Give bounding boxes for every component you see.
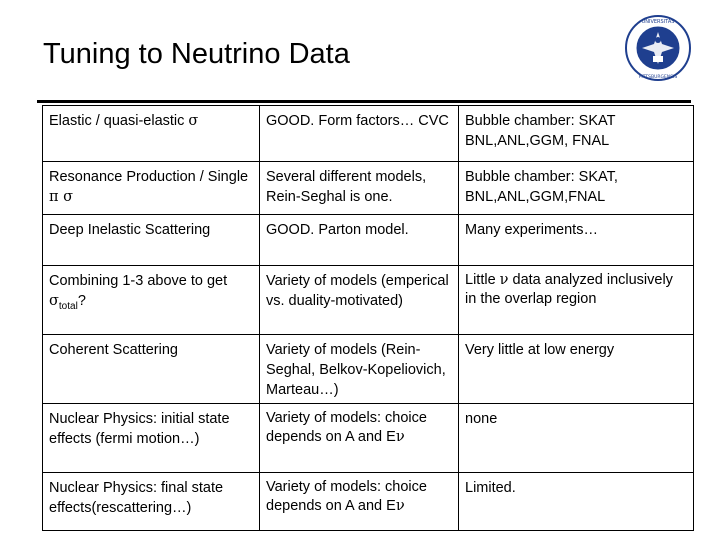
nu-symbol: ν [395,498,405,514]
process-cell [43,162,260,215]
process-cell [43,106,260,162]
process-cell: Nuclear Physics: initial state effects (fermi motion…) [43,404,260,473]
theory-cell: Variety of models (Rein-Seghal, Belkov-Kopeliovich, Marteau…) [260,335,459,404]
process-cell: Nuclear Physics: final state effects(rescattering…) [43,473,260,531]
logo-text-bottom: PITTSBURGENSIS [638,75,678,80]
theory-cell [260,404,459,473]
data-text: Little [465,272,500,288]
theory-cell: Several different models, Rein-Seghal is one. [260,162,459,215]
process-cell [43,266,260,335]
table-row [43,106,694,162]
theory-cell: Variety of models (emperical vs. duality-motivated) [260,266,459,335]
data-cell: Many experiments… [459,215,694,266]
data-cell: Limited. [459,473,694,531]
table-row [43,473,694,531]
theory-text: Variety of models: choice depends on A and E [266,410,427,445]
total-subscript: total [58,300,78,312]
table-row [43,215,694,266]
data-cell: Bubble chamber: SKAT BNL,ANL,GGM, FNAL [459,106,694,162]
neutrino-data-table [42,105,694,531]
data-cell: Very little at low energy [459,335,694,404]
theory-cell: GOOD. Form factors… CVC [260,106,459,162]
process-text: Resonance Production / Single [49,169,249,185]
process-text: Combining 1-3 above to get [49,273,228,289]
pi-sigma-symbol: π σ [49,189,74,205]
process-cell: Deep Inelastic Scattering [43,215,260,266]
theory-text: Variety of models: choice depends on A and E [266,479,427,514]
data-cell: Bubble chamber: SKAT, BNL,ANL,GGM,FNAL [459,162,694,215]
data-text: data analyzed inclusively in the overlap region [465,272,673,307]
table-row [43,404,694,473]
logo-text-top: UNIVERSITAS [641,19,675,25]
sigma-symbol: σ [49,293,59,309]
question-mark: ? [77,293,86,309]
nu-symbol: ν [395,429,405,445]
theory-cell: GOOD. Parton model. [260,215,459,266]
title-rule [37,100,691,103]
data-cell: none [459,404,694,473]
sigma-symbol: σ [188,113,199,129]
slide-title: Tuning to Neutrino Data [43,38,350,70]
nu-symbol: ν [499,272,509,288]
process-text: Elastic / quasi-elastic [49,113,189,129]
table-row [43,335,694,404]
process-cell: Coherent Scattering [43,335,260,404]
university-seal-icon [624,14,692,82]
theory-cell [260,473,459,531]
table-row [43,266,694,335]
table-row [43,162,694,215]
data-cell [459,266,694,335]
